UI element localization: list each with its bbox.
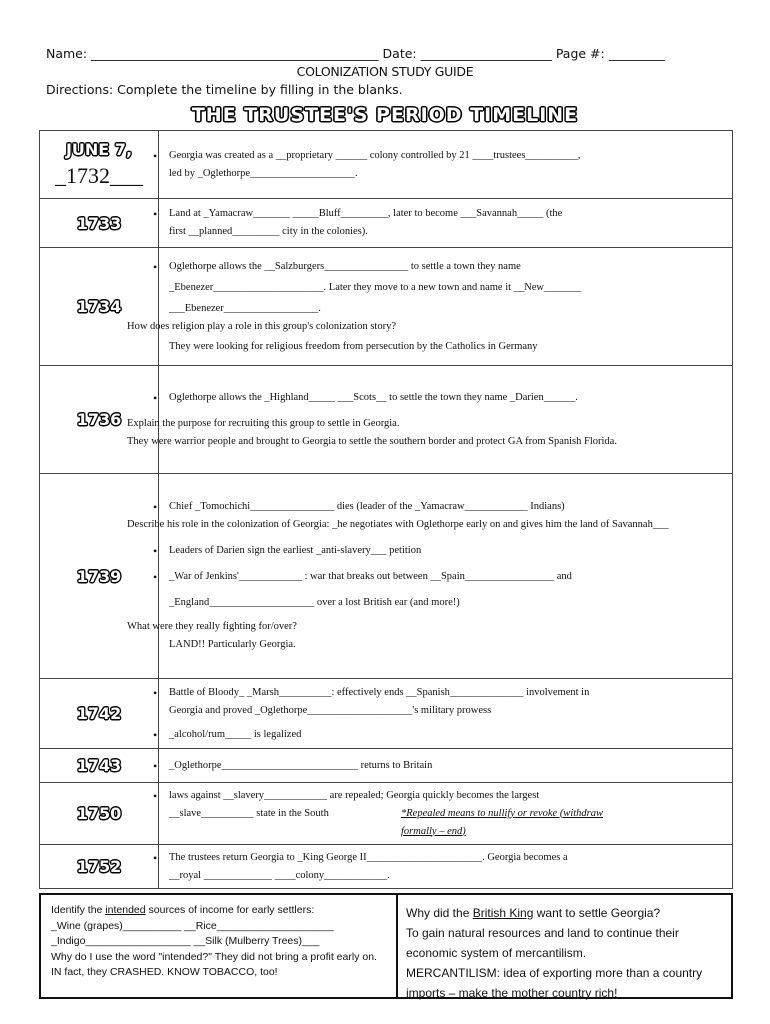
name-date-page-line[interactable]: Name: ______________________________________________ Date: _____________________ Page #: _________ [46,46,665,61]
bullet-text: • Oglethorpe allows the _Highland_____ ___Scots__ to settle the town they name _Darien______. [169,389,732,407]
content-cell [127,248,733,366]
row-1743 [40,749,733,783]
content-cell [159,199,733,248]
intended-explanation: Why do I use the word "intended?" They did not bring a profit early on. IN fact, they CRASHED. KNOW TOBACCO, too! [51,950,377,978]
content-cell [127,474,733,679]
income-sources-box [41,895,396,997]
year-label: 1752 [40,845,159,889]
row-1733 [40,199,733,248]
bullet-text: • Land at _Yamacraw_______ _____Bluff_________, later to become ___Savannah_____ (the [169,205,732,223]
year-cell [40,131,159,199]
row-1736 [40,366,733,474]
british-king-box [396,895,731,1000]
year-label: 1733 [40,199,159,248]
study-guide-title: COLONIZATION STUDY GUIDE [296,64,474,79]
content-cell [159,131,733,199]
content-cell [159,845,733,889]
bullet-text: • Oglethorpe allows the __Salzburgers________________ to settle a town they name [169,258,732,276]
text: Why did the [406,906,473,920]
page-title: THE TRUSTEE'S PERIOD TIMELINE [191,104,579,126]
bullet-continued: ___Ebenezer__________________. [169,302,321,314]
underlined-word: intended [105,904,146,916]
row-1750 [40,783,733,845]
text: sources of income for early settlers: [145,904,315,916]
year-label: 1750 [40,783,159,845]
content-cell [159,679,733,749]
bullet-text: • _War of Jenkins'____________ : war that breaks out between __Spain_________________ and [169,568,732,586]
bullet-text: • Georgia was created as a __proprietary ______ colony controlled by 21 ____trustees__________, [169,147,732,165]
repealed-note: *Repealed means to nullify or revoke (withdraw formally – end) [401,807,603,837]
question-text: What were they really fighting for/over? [127,621,297,632]
row-1739 [40,474,733,679]
bullet-continued: Georgia and proved _Oglethorpe____________________'s military prowess [169,704,492,716]
bullet-row [169,805,732,841]
year-date: JUNE 7, [65,140,133,159]
year-label: 1736 [40,366,159,474]
bullet-text: • The trustees return Georgia to _King George II______________________. Georgia becomes a [169,849,732,867]
directions: Directions: Complete the timeline by filling in the blanks. [46,82,403,97]
king-question [406,903,725,923]
answer-text: LAND!! Particularly Georgia. [169,639,296,650]
question-text: Explain the purpose for recruiting this group to settle in Georgia. [127,417,400,429]
bullet-text: • laws against __slavery____________ are repealed; Georgia quickly becomes the largest [169,787,732,805]
bottom-box [39,893,733,999]
bullet-continued: __royal _____________ ____colony____________. [169,869,390,881]
income-line: _Wine (grapes)__________ __Rice____________________ [51,919,334,932]
bullet-continued: __slave__________ state in the South [169,807,329,819]
year-label: 1739 [40,474,159,679]
bullet-continued: _Ebenezer_____________________. Later they move to a new town and name it __New_______ [169,281,581,293]
answer-text: They were warrior people and brought to Georgia to settle the southern border and protect GA from Spanish Florida. [127,435,617,447]
year-label: _1732___ [55,163,143,188]
answer-text: They were looking for religious freedom from persecution by the Catholics in Germany [169,340,538,352]
king-answer: To gain natural resources and land to continue their economic system of mercantilism. [406,926,679,960]
income-question [51,903,388,919]
bullet-continued: led by _Oglethorpe____________________. [169,167,358,179]
income-line: _Indigo__________________ __Silk (Mulberry Trees)___ [51,935,320,947]
bullet-continued: _England____________________ over a lost British ear (and more!) [169,597,460,608]
row-1734 [40,248,733,366]
mercantilism-definition: MERCANTILISM: idea of exporting more than a country imports – make the mother country rich! [406,966,703,1000]
bullet-text: • Leaders of Darien sign the earliest _anti-slavery___ petition [169,542,732,560]
bullet-continued: first __planned_________ city in the colonies). [169,226,368,237]
question-text: How does religion play a role in this group's colonization story? [127,320,397,332]
underlined-word: British King [472,906,534,920]
bullet-text: • _alcohol/rum_____ is legalized [169,726,732,744]
content-cell [159,783,733,845]
row-1742 [40,679,733,749]
text: want to settle Georgia? [533,906,661,920]
year-label: 1734 [40,248,159,366]
content-cell [159,749,733,783]
text: Identify the [51,904,106,916]
row-1752 [40,845,733,889]
timeline-table [39,130,733,889]
row-1732 [40,131,733,199]
content-cell [127,366,733,474]
year-label: 1742 [40,679,159,749]
question-text: Describe his role in the colonization of Georgia: _he negotiates with Oglethorpe early on and gives him the land of Savannah___ [127,519,669,530]
bullet-text: • Chief _Tomochichi________________ dies (leader of the _Yamacraw____________ Indians) [169,498,732,516]
bullet-text: • _Oglethorpe__________________________ returns to Britain [169,757,732,775]
year-label: 1743 [40,749,159,783]
bullet-text: • Battle of Bloody_ _Marsh__________: effectively ends __Spanish______________ involvement in [169,684,732,702]
